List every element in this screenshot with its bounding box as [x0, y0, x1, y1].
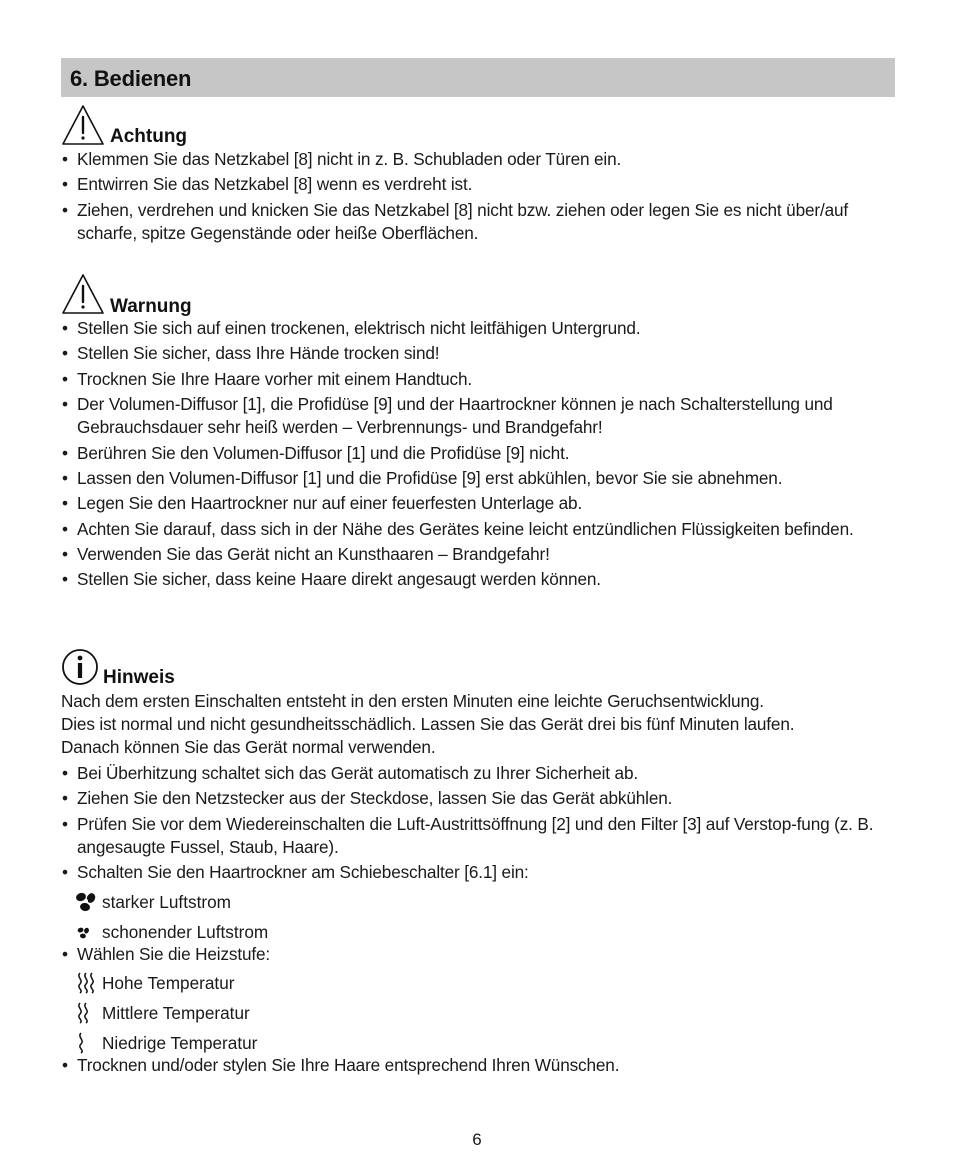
list-item: • Lassen den Volumen-Diffusor [1] und die Profidüse [9] erst abkühlen, bevor Sie sie abnehmen. [61, 467, 901, 491]
achtung-block [61, 104, 901, 247]
list-item: • Der Volumen-Diffusor [1], die Profidüse [9] und der Haartrockner können je nach Schalterstellung und Gebrauchsdauer sehr heiß werden – Verbrennungs- und Brandgefahr! [61, 393, 901, 440]
heat-one-wave-icon [75, 1031, 97, 1055]
heat-two-waves-icon [75, 1001, 97, 1025]
page-number: 6 [472, 1130, 482, 1149]
achtung-list [61, 148, 901, 246]
intro-line: Danach können Sie das Gerät normal verwenden. [61, 737, 436, 757]
achtung-heading [61, 104, 901, 148]
heat-label: Niedrige Temperatur [102, 1032, 258, 1053]
airflow-label: schonender Luftstrom [102, 921, 269, 942]
list-item: • Trocknen und/oder stylen Sie Ihre Haare entsprechend Ihren Wünschen. [61, 1054, 901, 1078]
list-item: • Bei Überhitzung schaltet sich das Gerät automatisch zu Ihrer Sicherheit ab. [61, 762, 901, 786]
list-item: • Prüfen Sie vor dem Wiedereinschalten die Luft-Austrittsöffnung [2] und den Filter [3] auf Verstop-fung (z. B. angesaugte Fussel, Staub, Haare). [61, 813, 901, 860]
list-item: • Legen Sie den Haartrockner nur auf einer feuerfesten Unterlage ab. [61, 492, 901, 516]
airflow-label: starker Luftstrom [102, 891, 231, 912]
list-item: • Wählen Sie die Heizstufe: [61, 943, 901, 967]
list-item: • Ziehen, verdrehen und knicken Sie das Netzkabel [8] nicht bzw. ziehen oder legen Sie es nicht über/auf scharfe, spitze Gegenstände oder heiße Oberflächen. [61, 199, 901, 246]
warnung-heading [61, 273, 901, 317]
hinweis-intro [61, 690, 901, 759]
warnung-block [61, 273, 901, 593]
heat-level-medium [61, 998, 901, 1028]
list-item: • Entwirren Sie das Netzkabel [8] wenn es verdreht ist. [61, 173, 901, 197]
airflow-option-strong [61, 887, 901, 917]
list-item: • Trocknen Sie Ihre Haare vorher mit einem Handtuch. [61, 368, 901, 392]
hinweis-list [61, 762, 901, 885]
list-item: • Stellen Sie sicher, dass keine Haare direkt angesaugt werden können. [61, 568, 901, 592]
list-item: • Verwenden Sie das Gerät nicht an Kunsthaaren – Brandgefahr! [61, 543, 901, 567]
intro-line: Nach dem ersten Einschalten entsteht in den ersten Minuten eine leichte Geruchsentwicklung. [61, 691, 764, 711]
fan-large-icon [75, 892, 97, 912]
fan-small-icon [77, 927, 90, 939]
heat-level-high [61, 968, 901, 998]
warning-triangle-icon [61, 104, 105, 146]
list-item: • Achten Sie darauf, dass sich in der Nähe des Gerätes keine leicht entzündlichen Flüssigkeiten befinden. [61, 518, 901, 542]
section-title: 6. Bedienen [70, 66, 192, 91]
section-header-bar [61, 58, 895, 97]
hinweis-block [61, 648, 901, 1079]
list-item: • Stellen Sie sicher, dass Ihre Hände trocken sind! [61, 342, 901, 366]
achtung-title: Achtung [110, 126, 188, 147]
list-item: • Berühren Sie den Volumen-Diffusor [1] und die Profidüse [9] nicht. [61, 442, 901, 466]
heat-label: Hohe Temperatur [102, 972, 235, 993]
intro-line: Dies ist normal und nicht gesundheitsschädlich. Lassen Sie das Gerät drei bis fünf Minuten laufen. [61, 714, 795, 734]
list-item: • Klemmen Sie das Netzkabel [8] nicht in z. B. Schubladen oder Türen ein. [61, 148, 901, 172]
list-item: • Ziehen Sie den Netzstecker aus der Steckdose, lassen Sie das Gerät abkühlen. [61, 787, 901, 811]
heat-three-waves-icon [75, 971, 97, 995]
hinweis-title: Hinweis [103, 667, 175, 688]
final-list [61, 1054, 901, 1078]
heat-list [61, 943, 901, 967]
info-circle-icon [61, 648, 99, 686]
hinweis-heading [61, 648, 901, 690]
warning-triangle-icon [61, 273, 105, 315]
list-item: • Stellen Sie sich auf einen trockenen, elektrisch nicht leitfähigen Untergrund. [61, 317, 901, 341]
heat-label: Mittlere Temperatur [102, 1002, 250, 1023]
list-item: • Schalten Sie den Haartrockner am Schiebeschalter [6.1] ein: [61, 861, 901, 885]
warnung-list [61, 317, 901, 592]
warnung-title: Warnung [110, 296, 192, 317]
